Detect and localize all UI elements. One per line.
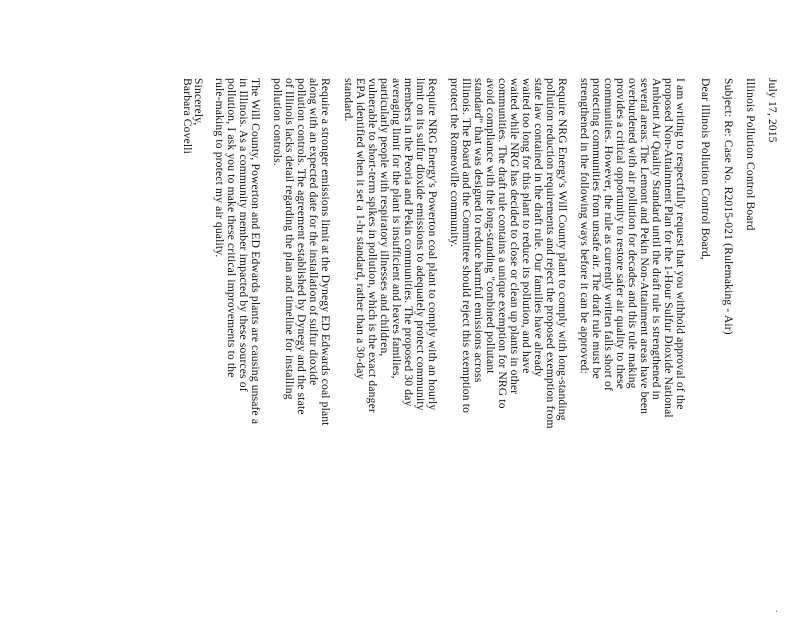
p5-line: rule-making to protect my air quality.	[213, 78, 226, 258]
p2-line: pollution reduction requirements and reject the proposed exemption from	[544, 78, 557, 429]
p2-line: avoid compliance with the long-standing "combined pollutant	[484, 78, 497, 374]
letter-subject: Subject: Re: Case No. R2015-021 (Rulemaking - Air)	[722, 78, 735, 335]
p1-line: Ambient Air Quality Standard until the draft rule is strengthened in	[650, 78, 663, 400]
p3-line: members in the Peoria and Pekin communities. The proposed 30 day	[402, 78, 415, 407]
p1-line: proposed Non-Attainment Plan for the 1-Hour Sulfur Dioxide National	[662, 78, 675, 418]
p3-line: vulnerable to short-term spikes in pollution, which is the exact danger	[366, 78, 379, 413]
p4-line: Require a stronger emissions limit at the Dynegy ED Edwards coal plant	[319, 78, 332, 426]
letter-closing: Sincerely,	[192, 78, 205, 126]
p1-line: strengthened in the following ways before it can be approved:	[578, 78, 591, 375]
p1-line: several areas. The Lemont and Pekin Non-Attainment areas have been	[638, 78, 651, 415]
p2-line: waited while NRG has decided to close or clean up plants in other	[508, 78, 521, 395]
p3-line: Require NRG Energy's Powerton coal plant to comply with an hourly	[426, 78, 439, 411]
p3-line: particularly people with respiratory illnesses and children,	[378, 78, 391, 357]
p1-line: overburdened with air pollution for decades and this rule making	[626, 78, 639, 389]
p2-line: protect the Romeoville community.	[448, 78, 461, 248]
p2-line: Illinois. The Board and the Committee should reject this exemption to	[460, 78, 473, 414]
p3-line: standard.	[342, 78, 355, 122]
p5-line: The Will County, Powerton and ED Edwards plants are causing unsafe a	[249, 78, 262, 425]
p1-line: protecting communities from unsafe air. The draft rule must be	[590, 78, 603, 379]
p4-line: pollution controls.	[271, 78, 284, 166]
p2-line: waited too long for this plant to reduce its pollution, and have	[520, 78, 533, 374]
p4-line: along with an expected date for the installation of sulfur dioxide	[307, 78, 320, 386]
p4-line: of Illinois lacks detail regarding the plan and timeline for installing	[283, 78, 296, 400]
p3-line: limit on its sulfur dioxide emissions to adequately protect community	[414, 78, 427, 411]
p2-line: communities. The draft rule contains a unique exemption for NRG to	[496, 78, 509, 409]
letter-signature: Barbara Covelli	[181, 78, 194, 154]
p1-line: I am writing to respectfully request that you withhold approval of the	[674, 78, 687, 410]
p1-line: communities. However, the rule as currently written falls short of	[602, 78, 615, 392]
p2-line: standard" that was designed to reduce harmful emissions across	[472, 78, 485, 383]
p5-line: pollution, I ask you to make these critical improvements to the	[225, 78, 238, 378]
p2-line: Require NRG Energy's Will County plant to comply with long-standing	[556, 78, 569, 421]
p3-line: averaging limit for the plant is insufficient and leaves families,	[390, 78, 403, 379]
letter-recipient: Illinois Pollution Control Board	[744, 78, 757, 231]
p4-line: pollution controls. The agreement established by Dynegy and the state	[295, 78, 308, 415]
p5-line: in Illinois. As a community member impacted by these sources of	[237, 78, 250, 392]
page-corner-mark: .	[773, 610, 784, 613]
letter-date: July 17, 2015	[766, 78, 779, 143]
p2-line: state law contained in the draft rule. Our families have already	[532, 78, 545, 378]
letter-salutation: Dear Illinois Pollution Control Board,	[699, 78, 712, 260]
p3-line: EPA identified when it set a 1-hr standard, rather than a 30-day	[354, 78, 367, 380]
p1-line: provides a critical opportunity to restore safer air quality to these	[614, 78, 627, 390]
